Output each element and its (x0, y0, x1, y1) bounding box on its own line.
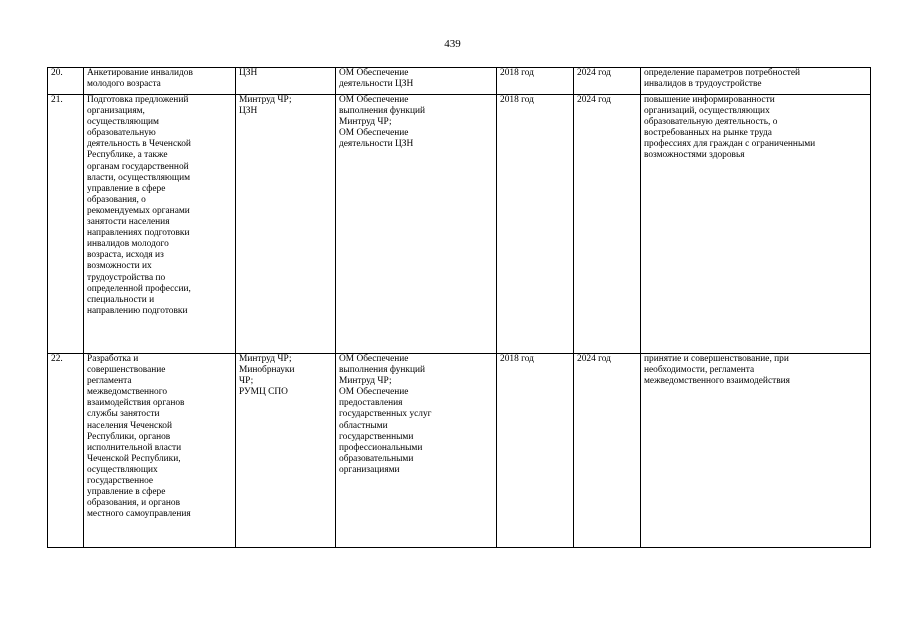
row-number-cell: 21. (48, 95, 84, 354)
executors-cell: Минтруд ЧР; ЦЗН (236, 95, 336, 354)
executors-cell: ЦЗН (236, 68, 336, 95)
end-year-cell: 2024 год (574, 95, 641, 354)
program-cell: ОМ Обеспечение выполнения функций Минтруд ЧР; ОМ Обеспечение деятельности ЦЗН (336, 95, 497, 354)
row-number-cell: 22. (48, 354, 84, 548)
start-year-cell: 2018 год (497, 95, 574, 354)
activity-cell: Разработка и совершенствование регламента межведомственного взаимодействия органов службы занятости населения Чеченской Республики, органов исполнительной власти Чеченской Республики, осуществляющих государственное управление в сфере образования, и органов местного самоуправления (84, 354, 236, 548)
row-number-cell: 20. (48, 68, 84, 95)
activity-cell: Подготовка предложений организациям, осуществляющим образовательную деятельность в Чеченской Республике, а также органам государственной власти, осуществляющим управление в сфере образования, о рекомендуемых органами занятости населения направлениях подготовки инвалидов молодого возраста, исходя из возможности их трудоустройства по определенной профессии, специальности и направлению подготовки (84, 95, 236, 354)
result-cell: принятие и совершенствование, при необходимости, регламента межведомственного взаимодействия (641, 354, 871, 548)
end-year-cell: 2024 год (574, 68, 641, 95)
page-number: 439 (444, 38, 461, 50)
start-year-cell: 2018 год (497, 68, 574, 95)
activity-cell: Анкетирование инвалидов молодого возраста (84, 68, 236, 95)
table-row (48, 95, 871, 354)
start-year-cell: 2018 год (497, 354, 574, 548)
executors-cell: Минтруд ЧР; Минобрнауки ЧР; РУМЦ СПО (236, 354, 336, 548)
table-row (48, 68, 871, 95)
program-cell: ОМ Обеспечение выполнения функций Минтруд ЧР; ОМ Обеспечение предоставления государственных услуг областными государственными профессиональными образовательными организациями (336, 354, 497, 548)
result-cell: повышение информированности организаций, осуществляющих образовательную деятельность, о востребованных на рынке труда профессиях для граждан с ограниченными возможностями здоровья (641, 95, 871, 354)
result-cell: определение параметров потребностей инвалидов в трудоустройстве (641, 68, 871, 95)
end-year-cell: 2024 год (574, 354, 641, 548)
measures-table (47, 67, 871, 548)
program-cell: ОМ Обеспечение деятельности ЦЗН (336, 68, 497, 95)
table-row (48, 354, 871, 548)
